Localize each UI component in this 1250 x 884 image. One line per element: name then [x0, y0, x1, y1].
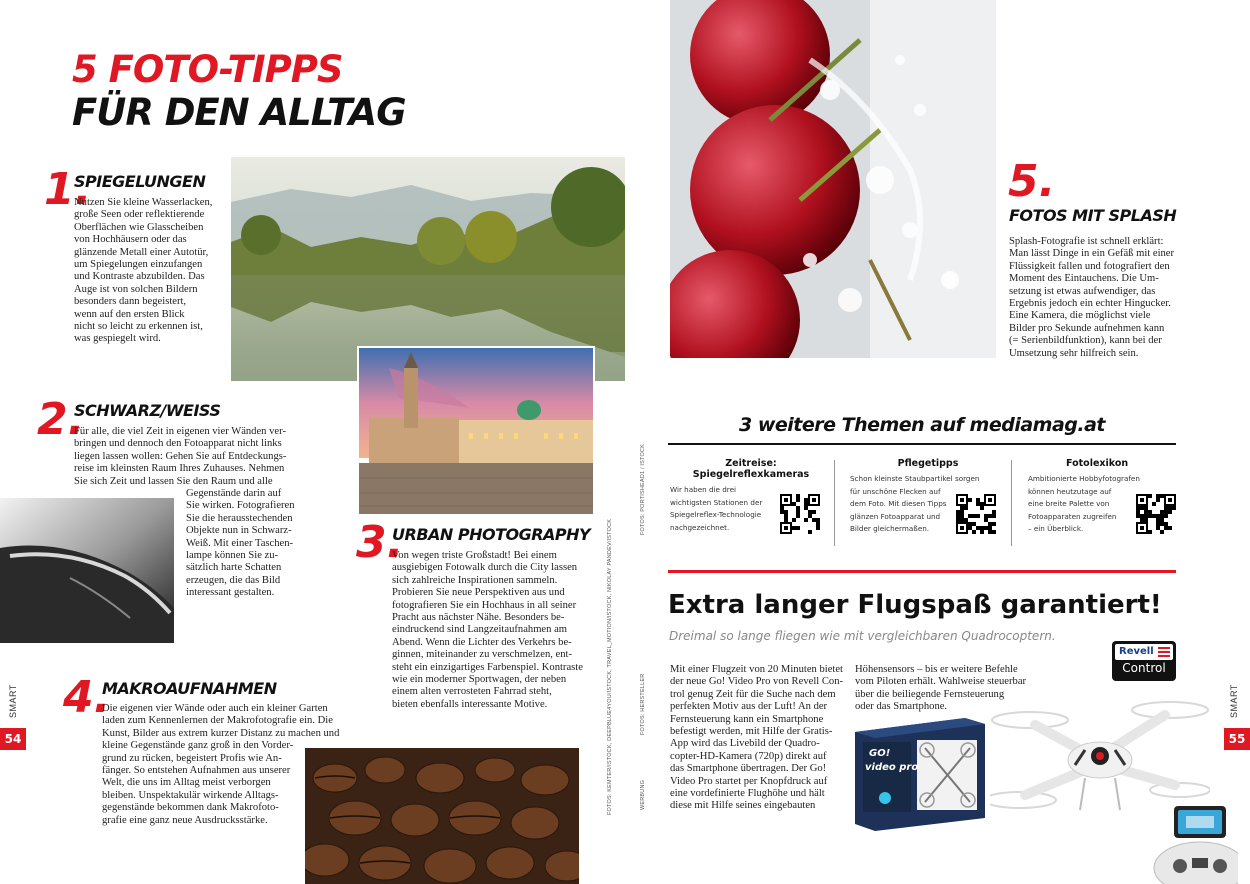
controller-image [1152, 806, 1238, 884]
text-line: Gegenstände darin auf [186, 488, 282, 499]
text-line: um Spiegelungen einzufangen [74, 259, 203, 271]
tip2-title: SCHWARZ/WEISS [74, 401, 221, 420]
topic-1-text [670, 484, 775, 534]
text-line: bringen und dennoch den Fotoapparat nicht links [74, 438, 282, 450]
text-line: Video Pro startet per Knopfdruck auf [670, 775, 828, 787]
text-line: Welt, die uns im Alltag meist verborgen [102, 777, 271, 789]
city-image [359, 348, 595, 516]
text-line: große Seen oder reflektierende [74, 209, 205, 221]
text-line: Weiß. Mit einer Taschen- [186, 537, 294, 549]
text-line: Ambitionierte Hobbyfotografen [1028, 474, 1140, 483]
text-line: Objekte nun in Schwarz- [186, 525, 292, 537]
product-box-image [855, 718, 985, 831]
text-line: Fotoapparaten zugreifen [1028, 511, 1117, 521]
text-line: reise im kleinsten Raum Ihres Zuhauses. Nehmen [74, 463, 285, 475]
text-line: Sie die herausstechenden [186, 512, 293, 524]
topic-1-title-line2: Spiegelreflexkameras [692, 469, 810, 480]
text-line: Flüssigkeit fallen und fotografiert den [1009, 260, 1170, 272]
photo-credit-right-mid: FOTOS: HERSTELLER [640, 673, 646, 735]
text-line: grafie eine ganz neue Ausdrucksstärke. [102, 814, 268, 826]
text-line: Die eigenen vier Wände oder auch ein kleiner Garten [102, 703, 328, 714]
text-line: Ergebnis jedoch ein echter Hingucker. [1009, 298, 1171, 310]
page-label-left: SMART [8, 684, 18, 718]
tip3-number: 3. [356, 517, 404, 568]
tip2-number: 2. [37, 394, 85, 445]
text-line: kleine Gegenstände ganz groß in den Vorder- [102, 740, 294, 752]
text-line: – ein Überblick. [1028, 524, 1084, 534]
product-box-text1: GO! [869, 748, 891, 759]
ad-rule [668, 570, 1176, 573]
page-number-left: 54 [0, 728, 26, 750]
revell-logo-text: Revell [1119, 646, 1154, 657]
advertising-label: WERBUNG [640, 779, 646, 810]
cherry-splash-image [670, 0, 996, 358]
text-line: Pracht aus nächster Nähe. Besonders be- [392, 612, 565, 624]
text-line: der neue Go! Video Pro von Revell Con- [670, 676, 844, 688]
text-line: Probieren Sie neue Perspektiven aus und [392, 587, 565, 599]
tip1-title: SPIEGELUNGEN [74, 172, 206, 191]
page-label-right: SMART [1229, 684, 1239, 718]
text-line: Oberflächen wie Glasscheiben [74, 221, 204, 233]
tip1-number: 1. [44, 164, 92, 215]
text-line: eine vordefinierte Flughöhe und hält [670, 788, 825, 800]
product-box [855, 718, 985, 831]
topic-item-1[interactable] [668, 452, 834, 552]
tip3-text [392, 550, 592, 711]
text-line: Spiegelreflex-Technologie [670, 510, 762, 520]
black-white-photo [0, 498, 174, 643]
text-line: copter-HD-Kamera (720p) direkt auf [670, 750, 827, 762]
text-line: Abend. Wenn die Lichter des Verkehrs be- [392, 636, 572, 648]
text-line: glänzende Metall einer Autotür, [74, 246, 209, 258]
qr-code-icon[interactable] [956, 494, 996, 534]
text-line: nachgezeichnet. [670, 522, 730, 532]
text-line: Umsetzung sehr hilfreich sein. [1009, 347, 1139, 359]
page-number-right: 55 [1224, 728, 1250, 750]
text-line: trol genug Zeit für die Suche nach dem [670, 688, 836, 700]
text-line: Man lässt Dinge in ein Gefäß mit einer [1009, 248, 1175, 260]
text-line: bleiben. Unspektakulär wirkende Alltags- [102, 789, 279, 801]
text-line: setzung ist etwas aufwendiger, das [1009, 285, 1156, 297]
tip3-title: URBAN PHOTOGRAPHY [392, 525, 591, 544]
topics-rule [668, 443, 1176, 445]
text-line: und Kontraste abzubilden. Das [74, 271, 205, 283]
text-line: interessant gestalten. [186, 587, 275, 599]
text-line: nicht so leicht zu erkennen ist, [74, 321, 203, 333]
cherry-splash-photo [670, 0, 996, 358]
text-line: befestigt werden, mit Hilfe der Gratis- [670, 726, 833, 738]
text-line: ginnen, miteinander zu verschmelzen, ent- [392, 649, 573, 661]
text-line: Fernsteuerung kann ein Smartphone [670, 713, 824, 725]
revell-logo-flag [1158, 647, 1170, 657]
text-line: das Smartphone übertragen. Der Go! [670, 763, 827, 775]
text-line: wichtigsten Stationen der [670, 497, 763, 507]
text-line: perfekten Motiv aus der Luft! An der [670, 701, 828, 713]
text-line: diese mit Hilfe seines eingebauten [670, 800, 816, 812]
text-line: Eine Kamera, die möglichst viele [1009, 310, 1151, 322]
topic-2-title: Pflegetipps [897, 458, 959, 469]
text-line: Schon kleinste Staubpartikel sorgen [850, 474, 980, 483]
coffee-beans-image [305, 748, 579, 884]
text-line: gegenstände bekommen dank Makrofoto- [102, 802, 279, 814]
tip5-text [1009, 236, 1179, 360]
topic-item-2[interactable] [848, 452, 1008, 552]
text-line: Splash-Fotografie ist schnell erklärt: [1009, 236, 1164, 247]
text-line: eine breite Palette von [1028, 499, 1110, 509]
qr-code-icon[interactable] [780, 494, 820, 534]
text-line: eindruckend sind Langzeitaufnahmen am [392, 624, 568, 636]
text-line: wie ein moderner Sportwagen, der neben [392, 674, 567, 686]
coffee-beans-photo [305, 748, 579, 884]
control-logo-text: Control [1122, 661, 1166, 675]
revell-control-logo [1112, 641, 1176, 681]
text-line: Mit einer Flugzeit von 20 Minuten bietet [670, 664, 844, 675]
text-line: grund zu rücken, begeistert Profis wie An- [102, 752, 282, 764]
tip2-text-bottom [186, 488, 306, 600]
tip5-number: 5. [1008, 156, 1056, 207]
text-line: wenn auf den ersten Blick [74, 308, 185, 320]
text-line: laden zum Kennenlernen der Makrofotografie ein. Die [102, 715, 333, 727]
text-line: für unschöne Flecken auf [850, 486, 941, 496]
ad-text-col1 [670, 664, 844, 813]
text-line: Von wegen triste Großstadt! Bei einem [392, 550, 557, 561]
text-line: glänzen Fotoapparat und [850, 511, 941, 521]
qr-code-icon[interactable] [1136, 494, 1176, 534]
black-white-image [0, 498, 174, 643]
text-line: steht ein einzigartiges Farbenspiel. Kontraste [392, 661, 583, 673]
city-photo [357, 346, 595, 516]
revell-logo-top [1115, 644, 1173, 660]
text-line: Sie sich Zeit und lassen Sie den Raum und alle [74, 475, 273, 487]
text-line: fotografieren Sie ein Hochhaus in all seiner [392, 599, 577, 611]
text-line: können heutzutage auf [1028, 486, 1112, 496]
topic-3-title: Fotolexikon [1066, 458, 1129, 469]
photo-credit-left: FOTOS: KEMTER/ISTOCK, DEEPBLUE4YOU/ISTOCK, TRAVEL_MOTION/ISTOCK, NIKOLAY PANDEV/ISTOCK [607, 518, 613, 815]
topic-divider-1 [834, 460, 835, 546]
topic-2-text [850, 473, 980, 536]
text-line: oder das Smartphone. [855, 701, 948, 713]
text-line: Für alle, die viel Zeit in eigenen vier Wänden ver- [74, 426, 286, 437]
text-line: Wir haben die drei [670, 485, 737, 494]
tip5-title: FOTOS MIT SPLASH [1009, 206, 1177, 225]
text-line: einem alten verrosteten Fahrrad steht, [392, 686, 552, 698]
topics-heading: 3 weitere Themen auf mediamag.at [738, 414, 1105, 436]
tip2-text-top [74, 426, 314, 488]
text-line: fänger. So entstehen Aufnahmen aus unserer [102, 765, 291, 777]
ad-subline: Dreimal so lange fliegen wie mit vergleichbaren Quadrocoptern. [669, 629, 1056, 643]
tip1-text [74, 197, 234, 346]
text-line: bieten ebenfalls interessante Motive. [392, 698, 548, 710]
text-line: Nutzen Sie kleine Wasserlacken, [74, 197, 213, 208]
text-line: Auge ist von solchen Bildern [74, 283, 198, 295]
text-line: Bilder pro Sekunde aufnehmen kann [1009, 322, 1165, 334]
headline-line2: FÜR DEN ALLTAG [72, 91, 406, 134]
text-line: Sie wirken. Fotografieren [186, 500, 295, 512]
text-line: dem Foto. Mit diesen Tipps [850, 499, 947, 509]
tip4-number: 4. [63, 672, 111, 723]
text-line: von Hochhäusern oder das [74, 234, 187, 246]
topic-divider-2 [1011, 460, 1012, 546]
text-line: liegen lassen wollen: Gehen Sie auf Entdeckungs- [74, 450, 287, 462]
text-line: lampe können Sie zu- [186, 550, 279, 562]
topic-1-title-line1: Zeitreise: [725, 458, 777, 469]
text-line: Höhensensors – bis er weitere Befehle [855, 664, 1018, 675]
text-line: über die beiliegende Fernsteuerung [855, 688, 1005, 700]
product-box-text2: video pro [865, 762, 919, 773]
text-line: Kunst, Bilder aus extrem kurzer Distanz zu machen und [102, 727, 340, 739]
text-line: Bilder gleichermaßen. [850, 524, 930, 534]
text-line: vom Piloten erhält. Wahlweise steuerbar [855, 676, 1027, 688]
topic-3-text [1028, 473, 1138, 536]
tip4-title: MAKROAUFNAHMEN [102, 679, 277, 698]
ad-headline: Extra langer Flugspaß garantiert! [668, 590, 1162, 620]
text-line: App wird das Livebild der Quadro- [670, 738, 820, 750]
photo-credit-right-top: FOTOS: PORTISHEAD1 / ISTOCK [640, 444, 646, 535]
text-line: was gespiegelt wird. [74, 333, 161, 345]
text-line: erzeugen, die das Bild [186, 574, 281, 586]
text-line: Moment des Eintauchens. Die Um- [1009, 273, 1159, 285]
text-line: sätzlich harte Schatten [186, 562, 282, 574]
text-line: ausgiebigen Fotowalk durch die City lassen [392, 562, 578, 574]
text-line: (= Serienbildfunktion), kann bei der [1009, 335, 1162, 347]
text-line: besonders dann begeistert, [74, 296, 187, 308]
remote-controller [1152, 806, 1238, 884]
topic-item-3[interactable] [1028, 452, 1178, 552]
text-line: sich zahlreiche Inspirationen sammeln. [392, 574, 558, 586]
headline-line1: 5 FOTO-TIPPS [72, 48, 343, 91]
